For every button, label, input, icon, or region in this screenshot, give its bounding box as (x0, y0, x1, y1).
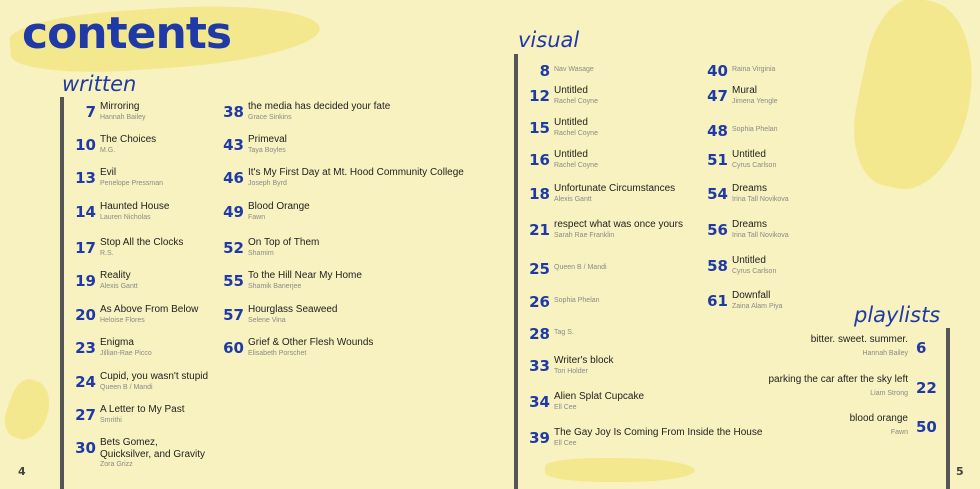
entry-title: bitter. sweet. summer. (810, 334, 908, 345)
entry-text (554, 355, 614, 376)
entry-title: Grief & Other Flesh Wounds (248, 337, 374, 348)
entry-title: The Choices (100, 134, 157, 145)
entry-title: Untitled (732, 255, 766, 266)
entry-title: Stop All the Clocks (100, 237, 184, 248)
entry-author: Selene Vina (248, 316, 286, 324)
entry-text (732, 183, 789, 204)
entry-author: Heloise Flores (100, 316, 145, 324)
toc-entry (520, 60, 594, 79)
toc-entry (520, 427, 762, 448)
toc-entry (64, 201, 170, 222)
brush-stroke (841, 0, 980, 199)
page-number: 20 (75, 306, 96, 324)
entry-text (811, 334, 908, 358)
entry-text (554, 219, 683, 240)
toc-entry (64, 371, 208, 392)
page-number: 23 (75, 339, 96, 357)
page-number: 57 (223, 306, 244, 324)
toc-entry (700, 60, 775, 79)
entry-text (100, 437, 208, 469)
entry-author: Hannah Bailey (862, 349, 908, 357)
entry-title: To the Hill Near My Home (248, 270, 362, 281)
page-number: 60 (223, 339, 244, 357)
entry-author: Rachel Coyne (554, 161, 598, 169)
page-number: 48 (707, 122, 728, 140)
entry-text (100, 134, 156, 155)
entry-text (554, 291, 600, 305)
page-number: 39 (529, 429, 550, 447)
toc-entry (64, 337, 152, 358)
entry-author: Grace Sinkins (248, 113, 292, 121)
page-number: 10 (75, 136, 96, 154)
toc-entry (520, 391, 644, 412)
entry-author: Queen B / Mandi (100, 383, 153, 391)
toc-entry (64, 304, 198, 325)
page-number: 25 (529, 260, 550, 278)
entry-text (554, 85, 598, 106)
entry-text (100, 337, 152, 358)
page-number: 15 (529, 119, 550, 137)
entry-text (554, 60, 594, 74)
toc-entry (218, 201, 310, 222)
page-number: 38 (223, 103, 244, 121)
entry-author: Rachel Coyne (554, 129, 598, 137)
page-number: 7 (85, 103, 96, 121)
entry-text (100, 237, 183, 258)
entry-title: Bets Gomez, Quicksilver, and Gravity (100, 437, 206, 460)
entry-author: Irina Tall Novikova (732, 195, 789, 203)
page-number: 18 (529, 185, 550, 203)
page-number: 28 (529, 325, 550, 343)
entry-author: R.S. (100, 249, 114, 257)
entry-author: Lauren Nicholas (100, 213, 151, 221)
entry-text (732, 255, 776, 276)
entry-title: Evil (100, 167, 117, 178)
page-number: 27 (75, 406, 96, 424)
page-number: 26 (529, 293, 550, 311)
section-heading-visual: visual (518, 28, 580, 52)
entry-text (248, 237, 319, 258)
entry-title: respect what was once yours (554, 219, 683, 230)
entry-text (248, 134, 287, 155)
entry-author: Jimena Yengle (732, 97, 778, 105)
entry-text (732, 120, 778, 134)
page-number: 49 (223, 203, 244, 221)
entry-title: On Top of Them (248, 237, 320, 248)
entry-title: As Above From Below (100, 304, 199, 315)
entry-author: Ell Cee (554, 439, 577, 447)
page-number: 46 (223, 169, 244, 187)
page-number: 14 (75, 203, 96, 221)
page-number: 17 (75, 239, 96, 257)
page-number: 13 (75, 169, 96, 187)
entry-author: Elisabeth Porschet (248, 349, 307, 357)
entry-author: Sophia Phelan (732, 126, 778, 133)
entry-text (732, 149, 776, 170)
divider-visual (514, 54, 518, 489)
page-number: 34 (529, 393, 550, 411)
entry-text (768, 374, 908, 398)
entry-title: Mural (732, 85, 758, 96)
entry-author: Sarah Rae Franklin (554, 231, 615, 239)
toc-entry (64, 101, 146, 122)
entry-author: Tori Holder (554, 367, 588, 375)
entry-text (554, 427, 762, 448)
entry-title: Dreams (732, 183, 768, 194)
page-number: 56 (707, 221, 728, 239)
entry-title: Downfall (732, 290, 771, 301)
toc-entry (64, 437, 208, 469)
entry-author: Raina Virginia (732, 66, 776, 73)
entry-text (100, 304, 198, 325)
toc-entry (700, 183, 789, 204)
entry-text (554, 323, 574, 337)
entry-author: Hannah Bailey (100, 113, 146, 121)
entry-author: Taya Boyles (248, 146, 286, 154)
entry-text (732, 290, 783, 311)
entry-text (554, 258, 607, 272)
divider-written (60, 97, 64, 489)
entry-text (248, 337, 373, 358)
entry-text (554, 117, 598, 138)
toc-entry (520, 323, 574, 342)
entry-title: Writer's block (554, 355, 614, 366)
entry-title: Haunted House (100, 201, 170, 212)
playlist-entry (850, 413, 942, 437)
entry-author: Nav Wasage (554, 66, 594, 73)
playlist-entry (811, 334, 942, 358)
brush-stroke (0, 375, 57, 445)
toc-entry (64, 167, 163, 188)
entry-title: It's My First Day at Mt. Hood Community College (248, 167, 464, 178)
toc-entry (64, 404, 184, 425)
entry-title: Dreams (732, 219, 768, 230)
entry-author: Cyrus Carlson (732, 267, 777, 275)
entry-text (248, 304, 338, 325)
entry-text (732, 60, 775, 74)
toc-entry (520, 183, 675, 204)
entry-author: Fawn (248, 213, 266, 221)
entry-title: parking the car after the sky left (768, 374, 908, 385)
entry-text (100, 101, 146, 122)
entry-title: Blood Orange (248, 201, 310, 212)
toc-entry (64, 270, 138, 291)
page-number: 51 (707, 151, 728, 169)
page-number: 8 (539, 62, 550, 80)
entry-text (100, 371, 208, 392)
entry-text (732, 219, 789, 240)
toc-entry (218, 237, 319, 258)
page-number: 19 (75, 272, 96, 290)
entry-title: Untitled (554, 117, 588, 128)
entry-title: Untitled (732, 149, 766, 160)
entry-author: Shamim (248, 249, 274, 257)
playlist-entry (768, 374, 942, 398)
page-number: 50 (916, 418, 937, 436)
toc-entry (520, 258, 607, 277)
page-number: 24 (75, 373, 96, 391)
entry-author: Zaina Alam Piya (732, 302, 783, 310)
toc-entry (64, 237, 183, 258)
entry-author: Penelope Pressman (100, 179, 164, 187)
entry-text (732, 85, 778, 106)
entry-text (100, 270, 138, 291)
entry-text (100, 167, 163, 188)
page-number: 22 (916, 379, 937, 397)
entry-author: Smrithi (100, 416, 122, 424)
entry-text (554, 149, 598, 170)
entry-title: Cupid, you wasn't stupid (100, 371, 209, 382)
entry-text (100, 404, 184, 425)
entry-title: blood orange (849, 413, 908, 424)
page-number: 58 (707, 257, 728, 275)
entry-author: Tag S. (554, 329, 574, 336)
toc-entry (700, 85, 778, 106)
toc-entry (218, 134, 287, 155)
page-number: 12 (529, 87, 550, 105)
toc-entry (520, 85, 598, 106)
entry-author: Zora Grizz (100, 461, 133, 468)
page-number: 61 (707, 292, 728, 310)
page-number: 16 (529, 151, 550, 169)
toc-entry (218, 101, 390, 122)
entry-text (248, 101, 390, 122)
entry-author: Fawn (890, 428, 908, 436)
toc-entry (218, 270, 362, 291)
page-number: 54 (707, 185, 728, 203)
divider-playlists (946, 328, 950, 489)
toc-entry (700, 120, 778, 139)
entry-title: Unfortunate Circumstances (554, 183, 676, 194)
entry-author: Queen B / Mandi (554, 264, 607, 271)
page-number: 47 (707, 87, 728, 105)
page-number: 6 (916, 339, 927, 357)
entry-title: Hourglass Seaweed (248, 304, 338, 315)
toc-entry (64, 134, 156, 155)
page-number: 30 (75, 439, 96, 457)
toc-entry (218, 337, 373, 358)
toc-entry (700, 255, 776, 276)
entry-author: Ell Cee (554, 403, 577, 411)
page-number: 55 (223, 272, 244, 290)
page-number: 52 (223, 239, 244, 257)
toc-entry (520, 149, 598, 170)
toc-entry (700, 290, 783, 311)
toc-entry (520, 291, 600, 310)
page-title: contents (22, 8, 232, 59)
entry-title: A Letter to My Past (100, 404, 185, 415)
entry-text (248, 270, 362, 291)
entry-author: Alexis Gantt (554, 195, 592, 203)
entry-title: Primeval (248, 134, 287, 145)
entry-title: the media has decided your fate (248, 101, 391, 112)
entry-title: Untitled (554, 149, 588, 160)
entry-author: Jillian-Rae Picco (100, 349, 152, 357)
page-number: 33 (529, 357, 550, 375)
page-number-left: 4 (18, 465, 26, 478)
page-number: 40 (707, 62, 728, 80)
brush-stroke (545, 458, 695, 482)
entry-author: Rachel Coyne (554, 97, 598, 105)
toc-entry (520, 117, 598, 138)
entry-title: Enigma (100, 337, 134, 348)
entry-title: Mirroring (100, 101, 140, 112)
entry-title: The Gay Joy Is Coming From Inside the House (554, 427, 763, 438)
page-number: 21 (529, 221, 550, 239)
entry-author: Sophia Phelan (554, 297, 600, 304)
entry-text (248, 201, 310, 222)
entry-title: Untitled (554, 85, 588, 96)
entry-text (554, 391, 644, 412)
toc-entry (520, 355, 614, 376)
page-number-right: 5 (956, 465, 964, 478)
toc-entry (218, 167, 464, 188)
section-heading-playlists: playlists (854, 303, 941, 327)
entry-author: Liam Strong (870, 389, 908, 397)
toc-entry (700, 149, 776, 170)
entry-author: M.G. (100, 146, 116, 154)
entry-text (850, 413, 908, 437)
entry-title: Reality (100, 270, 131, 281)
entry-author: Cyrus Carlson (732, 161, 777, 169)
entry-author: Joseph Byrd (248, 179, 287, 187)
entry-text (554, 183, 675, 204)
entry-text (248, 167, 464, 188)
entry-author: Irina Tall Novikova (732, 231, 789, 239)
toc-entry (218, 304, 338, 325)
entry-title: Alien Splat Cupcake (554, 391, 645, 402)
page-number: 43 (223, 136, 244, 154)
section-heading-written: written (62, 72, 137, 96)
toc-entry (520, 219, 683, 240)
toc-entry (700, 219, 789, 240)
entry-author: Alexis Gantt (100, 282, 138, 290)
entry-author: Shamik Banerjee (248, 282, 302, 290)
entry-text (100, 201, 170, 222)
